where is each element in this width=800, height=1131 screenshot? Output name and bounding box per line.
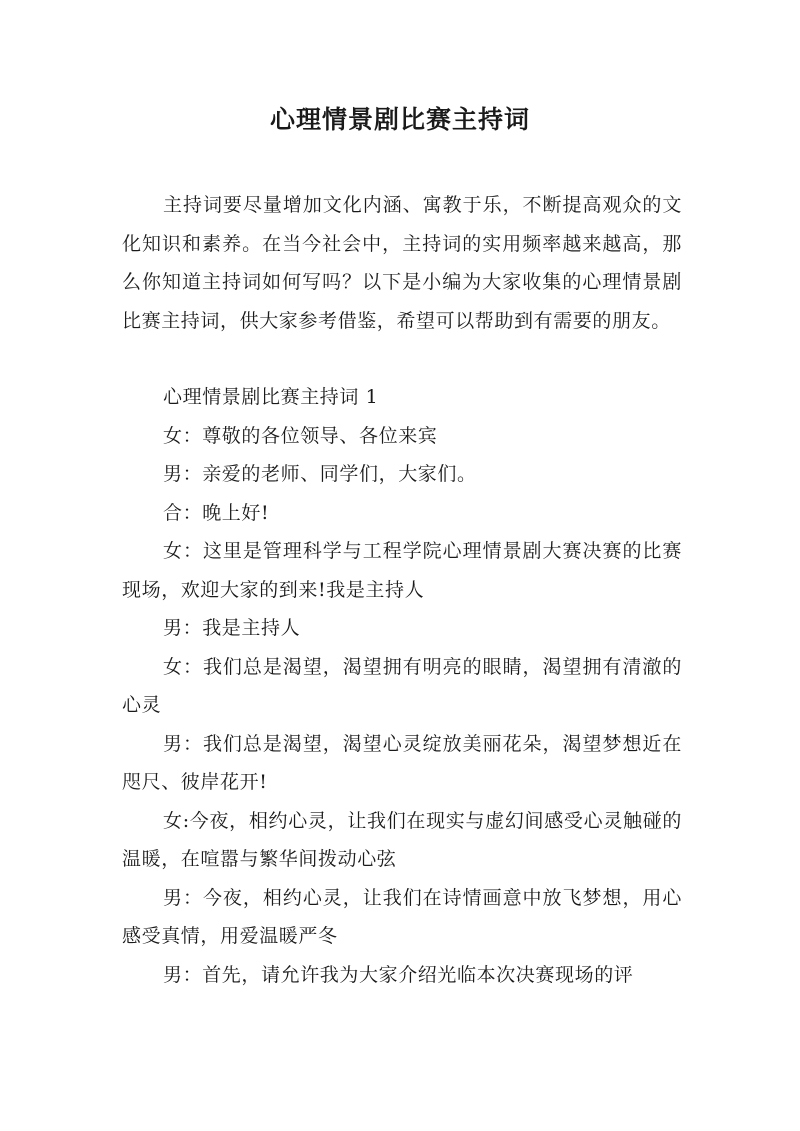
dialogue-line: 女：尊敬的各位领导、各位来宾 — [163, 424, 438, 447]
dialogue-line: 男：今夜，相约心灵，让我们在诗情画意中放飞梦想，用心感受真情，用爱温暖严冬 — [122, 886, 682, 947]
document-body — [122, 186, 682, 994]
dialogue-line: 女：这里是管理科学与工程学院心理情景剧大赛决赛的比赛现场，欢迎大家的到来!我是主持人 — [122, 540, 682, 601]
intro-paragraph: 主持词要尽量增加文化内涵、寓教于乐，不断提高观众的文化知识和素养。在当今社会中，主持词的实用频率越来越高，那么你知道主持词如何写吗？以下是小编为大家收集的心理情景剧比赛主持词，供大家参考借鉴，希望可以帮助到有需要的朋友。 — [122, 194, 682, 332]
dialogue-line: 男：首先，请允许我为大家介绍光临本次决赛现场的评 — [163, 963, 634, 986]
dialogue-line: 男：我们总是渴望，渴望心灵绽放美丽花朵，渴望梦想近在咫尺、彼岸花开! — [122, 732, 682, 793]
dialogue-line: 男：我是主持人 — [163, 617, 301, 639]
dialogue-line: 合：晚上好! — [163, 501, 270, 524]
dialogue-line: 男：亲爱的老师、同学们，大家们。 — [163, 463, 477, 485]
dialogue-line: 女：我们总是渴望，渴望拥有明亮的眼睛，渴望拥有清澈的心灵 — [122, 655, 682, 716]
dialogue-line: 女:今夜，相约心灵，让我们在现实与虚幻间感受心灵触碰的温暖，在喧嚣与繁华间拨动心弦 — [122, 809, 682, 870]
document-title: 心理情景剧比赛主持词 — [269, 105, 530, 134]
section-heading: 心理情景剧比赛主持词 1 — [163, 386, 379, 408]
